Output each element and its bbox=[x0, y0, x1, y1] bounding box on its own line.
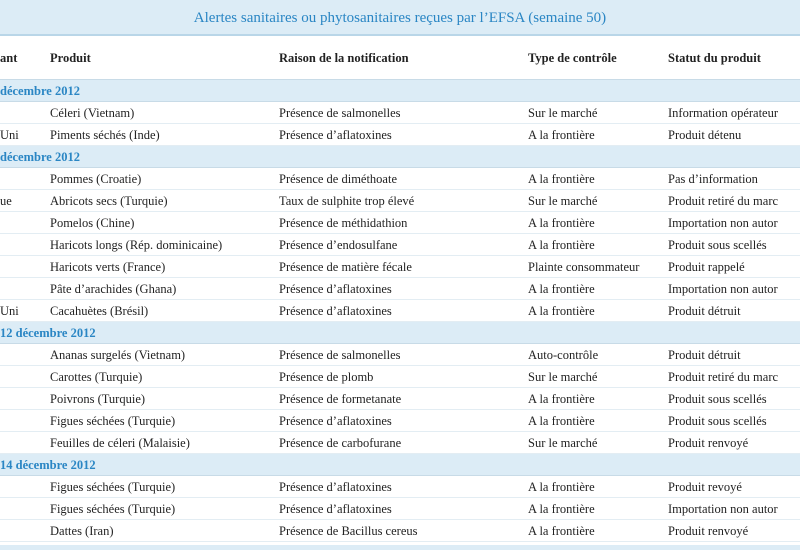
cell-notifiant: Uni bbox=[0, 304, 19, 318]
cell-produit: Haricots verts (France) bbox=[50, 260, 166, 274]
date-label: 14 décembre 2012 bbox=[0, 458, 96, 472]
cell-statut: Produit détruit bbox=[668, 348, 741, 362]
cell-produit: Pommes (Croatie) bbox=[50, 172, 142, 186]
cell-type: A la frontière bbox=[528, 480, 595, 494]
cell-type: Sur le marché bbox=[528, 106, 598, 120]
cell-type: Sur le marché bbox=[528, 370, 598, 384]
cell-type: A la frontière bbox=[528, 172, 595, 186]
cell-raison: Présence de plomb bbox=[279, 370, 374, 384]
cell-statut: Produit retiré du marc bbox=[668, 194, 779, 208]
cell-type: A la frontière bbox=[528, 282, 595, 296]
cell-produit: Figues séchées (Turquie) bbox=[50, 502, 176, 516]
table-row bbox=[0, 432, 800, 454]
table-row bbox=[0, 498, 800, 520]
cell-type: A la frontière bbox=[528, 392, 595, 406]
cell-raison: Présence de Bacillus cereus bbox=[279, 524, 418, 538]
date-label: décembre 2012 bbox=[0, 84, 80, 98]
cell-produit: Piments séchés (Inde) bbox=[50, 128, 160, 142]
cell-statut: Produit retiré du marc bbox=[668, 370, 779, 384]
cell-raison: Présence d’aflatoxines bbox=[279, 282, 392, 296]
cell-notifiant: ue bbox=[0, 194, 12, 208]
cell-raison: Présence de carbofurane bbox=[279, 436, 402, 450]
cell-statut: Information opérateur bbox=[668, 106, 779, 120]
cell-produit: Abricots secs (Turquie) bbox=[50, 194, 168, 208]
cell-type: A la frontière bbox=[528, 128, 595, 142]
cell-type: A la frontière bbox=[528, 238, 595, 252]
cell-statut: Produit renvoyé bbox=[668, 524, 749, 538]
table-bottom-border bbox=[0, 545, 800, 550]
cell-produit: Figues séchées (Turquie) bbox=[50, 414, 176, 428]
cell-type: A la frontière bbox=[528, 216, 595, 230]
table-row bbox=[0, 190, 800, 212]
cell-produit: Feuilles de céleri (Malaisie) bbox=[50, 436, 190, 450]
table-row bbox=[0, 234, 800, 256]
cell-statut: Produit sous scellés bbox=[668, 238, 767, 252]
cell-statut: Produit détenu bbox=[668, 128, 742, 142]
cell-statut: Importation non autor bbox=[668, 502, 778, 516]
cell-type: A la frontière bbox=[528, 304, 595, 318]
date-group-row bbox=[0, 146, 800, 168]
table-row bbox=[0, 168, 800, 190]
cell-raison: Présence d’aflatoxines bbox=[279, 480, 392, 494]
cell-raison: Présence de diméthoate bbox=[279, 172, 398, 186]
cell-type: A la frontière bbox=[528, 524, 595, 538]
cell-raison: Présence de formetanate bbox=[279, 392, 402, 406]
header-notifiant: ant bbox=[0, 51, 18, 65]
cell-raison: Présence d’aflatoxines bbox=[279, 128, 392, 142]
cell-raison: Présence d’endosulfane bbox=[279, 238, 398, 252]
table-row bbox=[0, 300, 800, 322]
table-row bbox=[0, 278, 800, 300]
cell-raison: Présence de salmonelles bbox=[279, 106, 401, 120]
cell-produit: Ananas surgelés (Vietnam) bbox=[50, 348, 186, 362]
cell-raison: Présence de matière fécale bbox=[279, 260, 412, 274]
table-header bbox=[0, 36, 800, 80]
cell-statut: Produit détruit bbox=[668, 304, 741, 318]
header-statut: Statut du produit bbox=[668, 51, 761, 65]
header-raison: Raison de la notification bbox=[279, 51, 409, 65]
table-row bbox=[0, 124, 800, 146]
cell-produit: Cacahuètes (Brésil) bbox=[50, 304, 149, 318]
date-label: 12 décembre 2012 bbox=[0, 326, 96, 340]
table-row bbox=[0, 344, 800, 366]
table-title: Alertes sanitaires ou phytosanitaires reçues par l’EFSA (semaine 50) bbox=[0, 0, 800, 36]
cell-type: A la frontière bbox=[528, 502, 595, 516]
cell-produit: Céleri (Vietnam) bbox=[50, 106, 135, 120]
cell-statut: Pas d’information bbox=[668, 172, 758, 186]
cell-produit: Carottes (Turquie) bbox=[50, 370, 143, 384]
cell-produit: Figues séchées (Turquie) bbox=[50, 480, 176, 494]
cell-statut: Produit sous scellés bbox=[668, 392, 767, 406]
date-label: décembre 2012 bbox=[0, 150, 80, 164]
cell-statut: Produit renvoyé bbox=[668, 436, 749, 450]
table-row bbox=[0, 410, 800, 432]
cell-produit: Pomelos (Chine) bbox=[50, 216, 135, 230]
cell-statut: Importation non autor bbox=[668, 282, 778, 296]
cell-type: Auto-contrôle bbox=[528, 348, 599, 362]
cell-type: Plainte consommateur bbox=[528, 260, 640, 274]
date-group-row bbox=[0, 454, 800, 476]
header-type: Type de contrôle bbox=[528, 51, 617, 65]
cell-produit: Pâte d’arachides (Ghana) bbox=[50, 282, 177, 296]
cell-produit: Poivrons (Turquie) bbox=[50, 392, 146, 406]
table-row bbox=[0, 102, 800, 124]
cell-statut: Produit revoyé bbox=[668, 480, 742, 494]
cell-raison: Présence de méthidathion bbox=[279, 216, 408, 230]
cell-raison: Présence d’aflatoxines bbox=[279, 502, 392, 516]
header-produit: Produit bbox=[50, 51, 91, 65]
cell-raison: Présence d’aflatoxines bbox=[279, 414, 392, 428]
cell-raison: Présence de salmonelles bbox=[279, 348, 401, 362]
table-row bbox=[0, 520, 800, 542]
cell-produit: Haricots longs (Rép. dominicaine) bbox=[50, 238, 223, 252]
cell-type: A la frontière bbox=[528, 414, 595, 428]
cell-statut: Produit rappelé bbox=[668, 260, 745, 274]
cell-produit: Dattes (Iran) bbox=[50, 524, 114, 538]
date-group-row bbox=[0, 80, 800, 102]
cell-raison: Taux de sulphite trop élevé bbox=[279, 194, 415, 208]
table-row bbox=[0, 212, 800, 234]
table-row bbox=[0, 256, 800, 278]
cell-type: Sur le marché bbox=[528, 194, 598, 208]
cell-notifiant: Uni bbox=[0, 128, 19, 142]
table-row bbox=[0, 476, 800, 498]
cell-statut: Produit sous scellés bbox=[668, 414, 767, 428]
table-row bbox=[0, 366, 800, 388]
date-group-row bbox=[0, 322, 800, 344]
cell-raison: Présence d’aflatoxines bbox=[279, 304, 392, 318]
cell-type: Sur le marché bbox=[528, 436, 598, 450]
table-body bbox=[0, 80, 800, 542]
cell-statut: Importation non autor bbox=[668, 216, 778, 230]
table-row bbox=[0, 388, 800, 410]
